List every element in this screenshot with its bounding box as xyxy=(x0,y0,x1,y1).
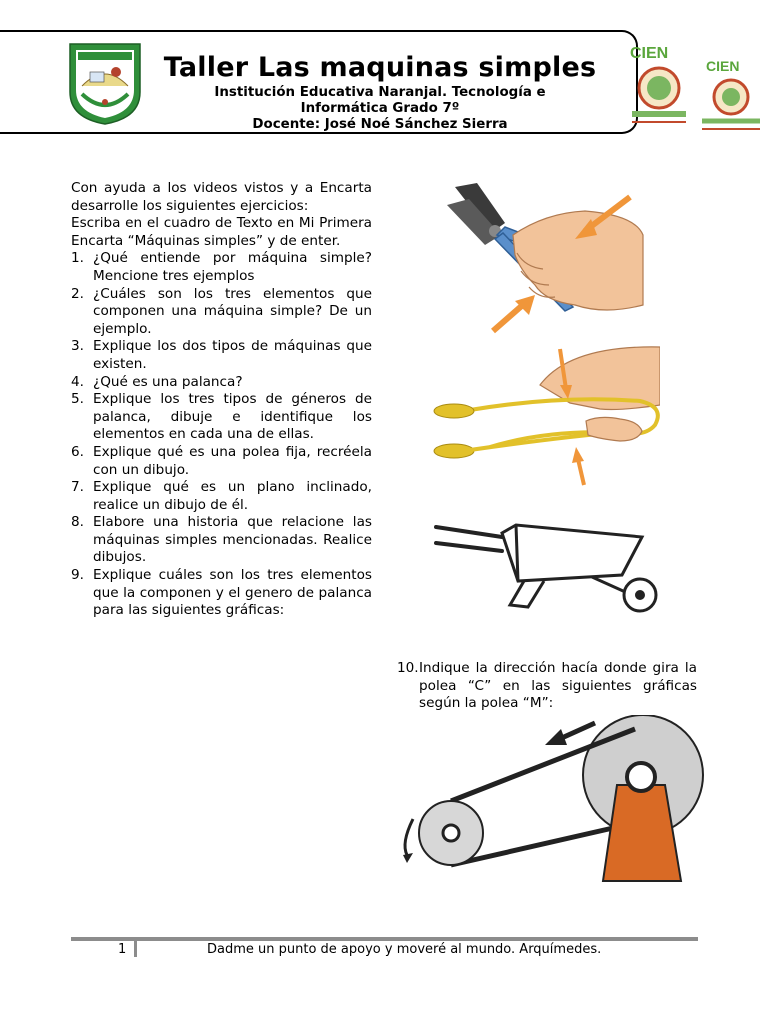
question-text: Explique qué es un plano inclinado, realice un dibujo de él. xyxy=(93,479,372,513)
footer-rule xyxy=(71,937,698,941)
question-text: Explique los dos tipos de máquinas que existen. xyxy=(93,338,372,372)
question-text: ¿Qué es una palanca? xyxy=(93,373,243,390)
question-number: 2. xyxy=(71,285,84,302)
question-item xyxy=(71,374,372,392)
question-text: ¿Cuáles son los tres elementos que componen una máquina simple? De un ejemplo. xyxy=(93,285,372,337)
question-text: ¿Qué entiende por máquina simple? Mencione tres ejemplos xyxy=(93,250,372,284)
document-title: Taller Las maquinas simples xyxy=(163,52,597,83)
question-number: 9. xyxy=(71,567,84,584)
institution-line: Institución Educativa Naranjal. Tecnología e Informática Grado 7º xyxy=(214,85,546,116)
question-text: Elabore una historia que relacione las máquinas simples mencionadas. Realice dibujos. xyxy=(93,514,372,566)
cien-logo xyxy=(622,38,696,132)
question-10-number: 10. xyxy=(397,660,419,676)
school-shield-logo xyxy=(68,42,142,126)
question-number: 8. xyxy=(71,514,84,531)
question-item xyxy=(71,514,372,567)
question-number: 4. xyxy=(71,373,84,390)
question-item xyxy=(71,479,372,514)
teacher-line: Docente: José Noé Sánchez Sierra xyxy=(252,117,508,132)
cien-logo-secondary xyxy=(694,55,768,139)
question-10-text: Indique la dirección hacía donde gira la polea “C” en las siguientes gráficas según la polea “M”: xyxy=(419,660,697,712)
svg-text:CIEN: CIEN xyxy=(630,45,669,62)
questions-list xyxy=(71,250,372,619)
question-item xyxy=(71,250,372,285)
tongs-figure xyxy=(430,345,660,490)
intro-paragraph-2: Escriba en el cuadro de Texto en Mi Primera Encarta “Máquinas simples” y de enter. xyxy=(71,215,372,249)
footer-quote: Dadme un punto de apoyo y moveré al mundo. Arquímedes. xyxy=(207,942,602,957)
pulley-system-figure xyxy=(395,715,705,885)
question-item xyxy=(71,391,372,444)
question-number: 6. xyxy=(71,443,84,460)
question-number: 5. xyxy=(71,391,84,408)
question-10 xyxy=(397,660,697,713)
question-number: 1. xyxy=(71,250,84,267)
intro-paragraph-1: Con ayuda a los videos vistos y a Encarta desarrolle los siguientes ejercicios: xyxy=(71,180,372,214)
question-number: 7. xyxy=(71,479,84,496)
question-text: Explique qué es una polea fija, recréela con un dibujo. xyxy=(93,443,372,478)
footer-page-divider xyxy=(134,941,137,957)
instructions-column xyxy=(71,180,372,620)
question-item xyxy=(71,338,372,373)
pliers-hand-figure xyxy=(425,175,645,335)
wheelbarrow-figure xyxy=(432,515,662,615)
question-number: 3. xyxy=(71,338,84,355)
question-text: Explique cuáles son los tres elementos que la componen y el genero de palanca para las siguientes gráficas: xyxy=(93,567,372,619)
svg-text:CIEN: CIEN xyxy=(706,58,740,74)
question-item xyxy=(71,567,372,620)
page-number: 1 xyxy=(118,942,127,957)
question-text: Explique los tres tipos de géneros de palanca, dibuje e identifique los elementos en cada una de ellas. xyxy=(93,391,372,443)
question-item xyxy=(71,286,372,339)
document-subtitle xyxy=(170,85,590,133)
question-item xyxy=(71,444,372,479)
